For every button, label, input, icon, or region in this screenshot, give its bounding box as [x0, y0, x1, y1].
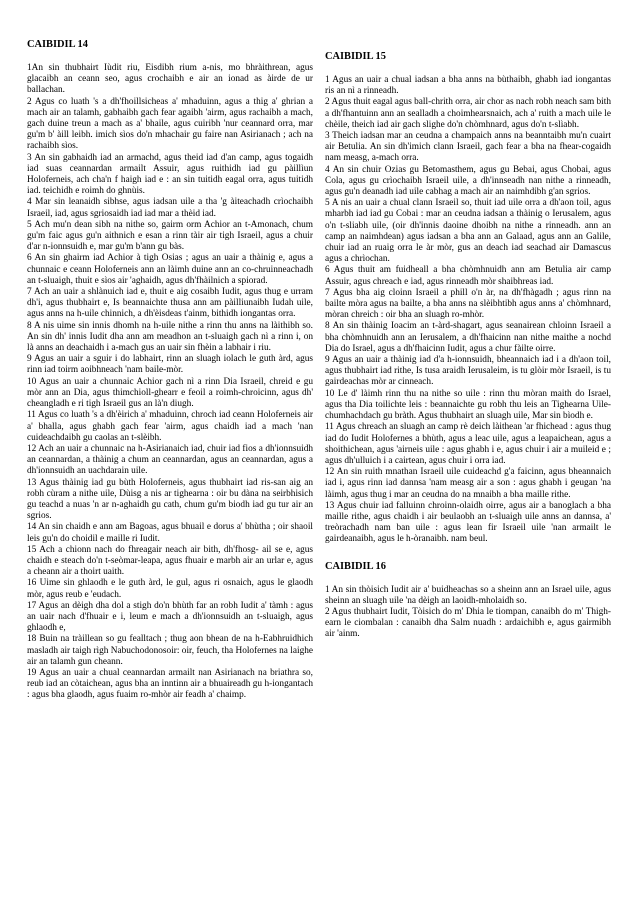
chapter-15-heading: CAIBIDIL 15 [325, 51, 386, 62]
left-column [27, 38, 313, 882]
verse: 9 Agus an uair a thàinig iad d'a h-ionnsuidh, bheannaich iad i a dh'aon toil, agus thubhairt iad rithe, Is tusa araidh Ierusaleim, is tu glòir mòr Israeil, is tu gairdeachas mòr ar cinneach. [325, 355, 611, 388]
verse: 5 Ach mu'n dean sibh na nithe so, gairm orm Achior an t-Amonach, chum gu'm faic agus gu'n aithnich e esan a rinn tàir air tigh Israeil, agus a chuir d'ar n-ionnsuidh e, mar gu'm b'ann gu bàs. [27, 219, 313, 253]
verse: 3 An sin gabhaidh iad an armachd, agus theid iad d'an camp, agus togaidh iad suas ceannardan armailt Assuir, agus ruithidh iad gu pàillìun Holoferneis, ach cha'n f haigh iad e : an sin tuitidh eagal orra, agus tuitidh iad. teichidh e roimh do ghnùis. [27, 152, 313, 197]
verse: 6 Agus thuit am fuidheall a bha chòmhnuidh ann am Betulia air camp Assuir, agus chreach e iad, agus rinneadh mòr shaibhreas iad. [325, 265, 611, 287]
verse: 1 An sin thòisich Iudit air a' buidheachas so a sheinn ann an Israel uile, agus sheinn an sluagh uile 'na dèigh an laoidh-mholaidh so. [325, 584, 611, 606]
verse: 13 Agus thàinig iad gu bùth Holoferneis, agus thubhairt iad ris-san aig an robh cùram a nithe uile, Dùisg a nis ar tighearna : oir bu dàna na seirbhisich gu teachd a nuas 'n ar n-aghaidh gu cath, chum gu'm biodh iad gu tur air an sgrios. [27, 477, 313, 522]
verse: 3 Theich iadsan mar an ceudna a champaich anns na beanntaibh mu'n cuairt air Betulia. An sin dh'imich clann Israeil, gach fear a bha na fhear-cogaidh nam measg, a-mach orra. [325, 131, 611, 164]
verse: 8 A nis uime sin innis dhomh na h-uile nithe a rinn thu anns na làithibh so. An sin dh' innis Iudit dha ann am meadhon an t-sluaigh gach nì a rinn i, on là anns an deachaidh i a-mach gus an uair sin fhèin a labhair i riu. [27, 320, 313, 354]
chapter-14-heading: CAIBIDIL 14 [27, 39, 88, 50]
verse: 5 A nis an uair a chual clann Israeil so, thuit iad uile orra a dh'aon toil, agus mharbh iad iad gu Cobai : mar an ceudna iadsan a thàinig o Ierusalem, agus o'n t-sliabh uile, (oir dh'innis daoine dhoibh na nithe a rinneadh. ann an camp an naimhdean) agus iadsan a bha ann an Galaad, agus ann an Galile, chuir iad an ruaig orra le àr mòr, gus an deach iad seachad air Damascus agus a chrìochan. [325, 198, 611, 265]
verse: 8 An sin thàinig Ioacim an t-àrd-shagart, agus seanairean chloinn Israeil a bha chòmhnuidh ann an Ierusalem, a dh'fhaicinn nan nithe maithe a nochd Dia do Israel, agus a dh'fhaicinn Iudit, agus a chur fàilte oirre. [325, 321, 611, 354]
verse: 1An sin thubhairt Iùdit riu, Eisdibh rium a-nis, mo bhràithrean, agus glacaibh an ceann seo, agus crochaibh e air an ionad as àirde de ur ballachan. [27, 63, 313, 96]
verse: 11 Agus co luath 's a dh'èirich a' mhaduinn, chroch iad ceann Holoferneis air a' bhalla, agus ghabh gach fear 'airm, agus chaidh iad a mach 'nan cuideachdaibh gu caolas an t-slèibh. [27, 410, 313, 443]
verse: 9 Agus an uair a sguir i do labhairt, rinn an sluagh iolach le guth àrd, agus rinn iad toirm aoibhneach 'nam baile-mòr. [27, 354, 313, 376]
verse: 2 Agus co luath 's a dh'fhoillsicheas a' mhaduinn, agus a thig a' ghrian a mach air an talamh, gabhaibh gach fear agaibh 'airm, agus rachaibh a mach, gach duine treun a mach as a' bhaile, agus cuiribh 'nur ceannard orra, mar gu'm b' àill leibh. imich sìos do'n mhachair gu faire nan Asirianach ; ach na rachaibh sìos. [27, 96, 313, 152]
verse: 19 Agus an uair a chual ceannardan armailt nan Asirianach na briathra so, reub iad an còtaichean, agus bha an inntinn air a bhuaireadh gu h-iongantach : agus bha glaodh, agus fuaim ro-mhòr air feadh a' chaimp. [27, 667, 313, 701]
verse: 2 Agus thuit eagal agus ball-chrith orra, air chor as nach robh neach sam bith a dh'fhantuinn ann an sealladh a choimhearsnaich, ach a' ruith a mach uile le chèile, theich iad air gach slighe do'n chòmhnard, agus do'n t-slìabh. [325, 97, 611, 130]
chapter-16-heading: CAIBIDIL 16 [325, 560, 386, 572]
verse: 17 Agus an dèigh dha dol a stigh do'n bhùth far an robh Iudit a' tàmh : agus an uair nach d'fhuair e i, leum e mach a dh'ionnsuidh an t-sluaigh, agus ghlaodh e, [27, 600, 313, 634]
chapter-16-body [325, 585, 611, 641]
verse: 16 Uime sin ghlaodh e le guth àrd, le gul, agus ri osnaich, agus le glaodh mòr, agus reub e 'eudach. [27, 578, 313, 600]
verse: 12 An sin ruith mnathan Israeil uile cuideachd g'a faicinn, agus bheannaich iad i, agus rinn iad dannsa 'nam measg air a son : agus ghabh i geugan 'na làimh, agus thug i mar an ceudna do na mnaibh a bha maille rithe. [325, 467, 611, 500]
verse: 7 Ach an uair a shlànuich iad e, thuit e aig cosaibh Iudit, agus thug e urram dh'i, agus thubhairt e, Is beannaichte thusa ann am pàilliunaibh Iudah uile, agus anns na h-uile chinnich, a dh'èisdeas t'ainm, bithidh iongantas orra. [27, 287, 313, 320]
verse: 15 Ach a chionn nach do fhreagair neach air bith, dh'fhosg- ail se e, agus chaidh e steach do'n t-seòmar-leapa, agus fhuair e marbh air an urlar e, agus a cheann air a thoirt uaith. [27, 544, 313, 578]
chapter-14-body [27, 63, 313, 702]
verse: 18 Buin na tràillean so gu fealltach ; thug aon bhean de na h-Eabhruidhich masladh air taigh rìgh Nabuchodonosoir: oir, feuch, tha Holofernes na laighe air an talamh gun cheann. [27, 634, 313, 667]
verse: 10 Le d' làimh rinn thu na nithe so uile : rinn thu mòran maith do Israel, agus tha Dia toilichte leis : beannaichte gu robh thu leis an Tighearna Uile-chumhachdach gu bràth. Agus thubhairt an sluagh uile, Mar sin bìodh e. [325, 388, 611, 422]
verse: 11 Agus chreach an sluagh an camp rè deich làithean 'ar fhichead : agus thug iad do Iudit Holofernes a bhùth, agus a leac uile, agus a leapaichean, agus a shoithichean, agus 'airneis uile : agus ghabh i e, agus chuir i air a muileid e ; agus dh'ulluich i a cairtean, agus chuir i orra iad. [325, 422, 611, 466]
verse: 7 Agus bha aig cloinn Israeil a phill o'n àr, na dh'fhàgadh ; agus rinn na bailte mòra agus na bailte, a bha anns na slèibhtibh agus anns a' chòmhnard, mòran chreich : oir bha an sluagh ro-mhòr. [325, 287, 611, 321]
verse: 4 Mar sin leanaidh sibhse, agus iadsan uile a tha 'g àiteachadh crìochaibh Israeil, iad, agus sgriosaidh iad iad mar a thèid iad. [27, 197, 313, 219]
verse: 12 Ach an uair a chunnaic na h-Asirianaich iad, chuir iad fios a dh'ionnsuidh an ceannardan, a thàinig a chum an ceannardan, agus an ceannardan, agus a dh'ionnsuidh an uachdarain uile. [27, 443, 313, 477]
verse: 6 An sin ghairm iad Achior à tigh Osias ; agus an uair a thàinig e, agus a chunnaic e ceann Holoferneis ann an làimh duine ann an co-chruinneachadh an t-sluaigh, thuit e sìos air 'aghaidh, agus dh'fhàilnich a spiorad. [27, 253, 313, 286]
verse: 14 An sin chaidh e ann am Bagoas, agus bhuail e dorus a' bhùtha ; oir shaoil leis gu'n do choidil e maille ri Iudit. [27, 522, 313, 544]
verse: 2 Agus thubhairt Iudit, Tòisich do m' Dhia le tiompan, canaibh do m' Thigh- earn le ciombalan : canaibh dha Salm nuadh : ardaichibh e, agus gairmibh air 'ainm. [325, 606, 611, 640]
verse: 1 Agus an uair a chual iadsan a bha anns na bùthaibh, ghabh iad iongantas ris an nì a rinneadh. [325, 75, 611, 97]
verse: 4 An sin chuir Ozias gu Betomasthem, agus gu Bebai, agus Chobai, agus Cola, agus gu crìochaibh Israeil uile, a dh'innseadh nan nithe a rinneadh, agus gu'n deanadh iad uile cabhag a mach air an naimhdibh g'an sgrios. [325, 164, 611, 198]
verse: 13 Agus chuir iad falluinn chroinn-olaidh oirre, agus air a banoglach a bha maille rithe, agus chaidh i air beulaobh an t-sluaigh uile anns an dannsa, a' treòrachadh nam ban uile : agus lean fir Israeil uile 'nan armailt le gairdeanaibh, agus le h-òranaibh. nam beul. [325, 500, 611, 545]
right-column [325, 38, 611, 882]
chapter-15-body [325, 75, 611, 546]
verse: 10 Agus an uair a chunnaic Achior gach nì a rinn Dia Israeil, chreid e gu mòr ann an Dia, agus thimchioll-ghearr e feoil a roimh-chroicinn, agus dh' cheangladh e ri tigh Israeil gus an là'n diugh. [27, 376, 313, 410]
